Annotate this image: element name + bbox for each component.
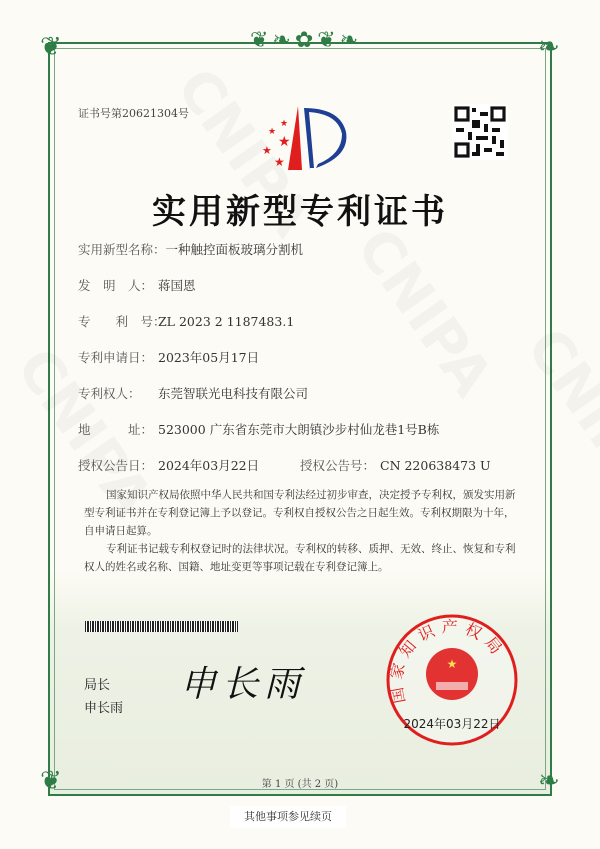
barcode xyxy=(85,621,238,632)
field-patent-number: 专 利 号：ZL 2023 2 1187483.1 xyxy=(78,314,295,329)
logo-blue-p xyxy=(304,108,346,170)
field-grant-date: 授权公告日： 2024年03月22日 xyxy=(78,458,260,473)
footer-note: 其他事项参见续页 xyxy=(230,806,346,828)
field-address: 地 址： 523000 广东省东莞市大朗镇沙步村仙龙巷1号B栋 xyxy=(78,422,440,437)
star-icon: ★ xyxy=(280,119,289,129)
field-utility-model-name: 实用新型名称：一种触控面板玻璃分割机 xyxy=(78,242,304,257)
top-ornament: ❦❧✿❦❧ xyxy=(250,28,363,53)
star-icon: ★ xyxy=(268,127,277,137)
field-announcement-number: 授权公告号： CN 220638473 U xyxy=(300,458,491,473)
page-title: 实用新型专利证书 xyxy=(152,192,448,232)
corner-ornament-br: ❧ xyxy=(538,766,560,796)
signatory-name: 申长雨 xyxy=(84,701,124,716)
star-icon: ★ xyxy=(446,657,458,671)
signatory-title: 局长 xyxy=(84,678,111,693)
qr-code[interactable] xyxy=(452,104,508,160)
corner-ornament-tr: ❧ xyxy=(538,32,560,62)
paragraph-legal-status: 专利证书记载专利权登记时的法律状况。专利权的转移、质押、无效、终止、恢复和专利权人的姓名或名称、国籍、地址变更等事项记载在专利登记簿上。 xyxy=(84,543,516,573)
field-patentee: 专利权人： 东莞智联光电科技有限公司 xyxy=(78,386,309,401)
paragraph-grant: 国家知识产权局依照中华人民共和国专利法经过初步审查，决定授予专利权，颁发实用新型专利证书并在专利登记簿上予以登记。专利权自授权公告之日起生效。专利权期限为十年，自申请日起算。 xyxy=(84,489,516,537)
star-icon: ★ xyxy=(274,155,285,169)
handwritten-signature: 申长雨 xyxy=(180,664,307,705)
field-inventor: 发 明 人： 蒋国恩 xyxy=(78,278,196,293)
page-indicator: 第 1 页 (共 2 页) xyxy=(261,779,339,790)
national-emblem xyxy=(426,648,478,700)
official-seal xyxy=(384,612,520,748)
field-application-date: 专利申请日： 2023年05月17日 xyxy=(78,350,260,365)
cnipa-logo xyxy=(258,104,348,170)
star-icon: ★ xyxy=(278,134,291,150)
seal-date: 2024年03月22日 xyxy=(403,717,501,731)
corner-ornament-tl: ❦ xyxy=(40,32,62,62)
seal-text: 国家知识产权局 xyxy=(386,617,510,706)
corner-ornament-bl: ❦ xyxy=(40,766,62,796)
star-icon: ★ xyxy=(262,144,272,157)
certificate-number: 证书号第20621304号 xyxy=(78,107,189,120)
